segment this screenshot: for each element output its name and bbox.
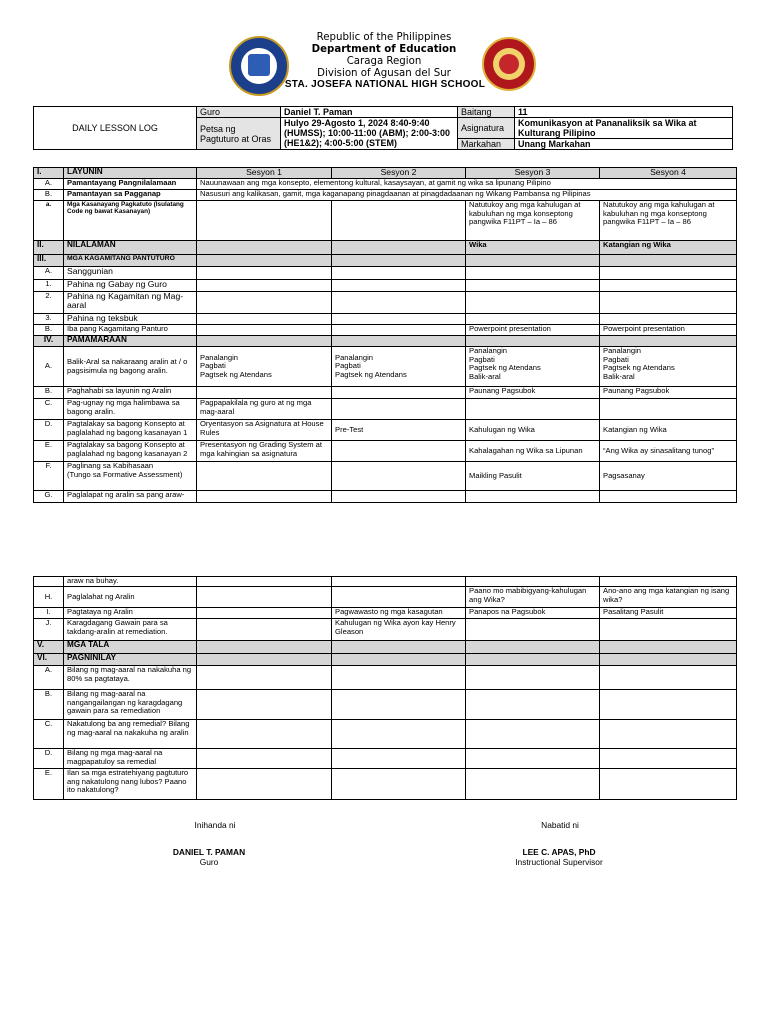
cell-sesyon-1: Panalangin Pagbati Pagtsek ng Atendans <box>197 347 332 387</box>
cell-sesyon-3: Panalangin Pagbati Pagtsek ng Atendans Balik-aral <box>466 347 600 387</box>
markahan-label: Markahan <box>458 139 515 150</box>
table-row <box>34 241 737 255</box>
row-number: C. <box>34 720 64 749</box>
table-row <box>34 619 737 641</box>
pamamaraan-heading: PAMAMARAAN <box>64 336 197 347</box>
row-label: araw na buhay. <box>64 577 197 587</box>
row-number: G. <box>34 491 64 503</box>
row-label: Paglalapat ng aralin sa pang araw- <box>64 491 197 503</box>
table-row <box>34 491 737 503</box>
asignatura-label: Asignatura <box>458 118 515 139</box>
row-label: Balik-Aral sa nakaraang aralin at / o pagsisimula ng bagong aralin. <box>64 347 197 387</box>
cell-sesyon-4: Natutukoy ang mga kahulugan at kabuluhan ng mga konseptong pangwika F11PT – Ia – 86 <box>600 201 737 241</box>
table-row <box>34 336 737 347</box>
kagamitan-heading: MGA KAGAMITANG PANTUTURO <box>64 255 197 267</box>
cell-sesyon-4: Paunang Pagsubok <box>600 387 737 399</box>
table-row <box>34 654 737 666</box>
table-row <box>34 201 737 241</box>
header-region: Caraga Region <box>346 56 422 67</box>
cell-sesyon-3: Paunang Pagsubok <box>466 387 600 399</box>
header-division: Division of Agusan del Sur <box>317 68 451 79</box>
sesyon-3-header: Sesyon 3 <box>466 168 600 179</box>
daily-lesson-log-title: DAILY LESSON LOG <box>34 107 197 150</box>
row-number: I. <box>34 168 64 179</box>
table-row <box>34 314 737 325</box>
row-label: Ilan sa mga estratehiyang pagtuturo ang nakatulong nang lubos? Paano ito nakatulong? <box>64 769 197 800</box>
row-number: B. <box>34 690 64 720</box>
row-number: a. <box>34 201 64 241</box>
row-number: VI. <box>34 654 64 666</box>
noted-by-role: Instructional Supervisor <box>515 857 603 867</box>
row-label: Pagtalakay sa bagong Konsepto at paglalahad ng bagong kasanayan 2 <box>64 441 197 462</box>
row-number: III. <box>34 255 64 267</box>
cell-sesyon-4: Pasalitang Pasulit <box>600 608 737 619</box>
petsa-label: Petsa ng Pagtuturo at Oras <box>197 118 281 150</box>
cell-sesyon-1: Oryentasyon sa Asignatura at House Rules <box>197 420 332 441</box>
table-row <box>34 641 737 654</box>
row-number: B. <box>34 190 64 201</box>
baitang-label: Baitang <box>458 107 515 118</box>
cell-sesyon-4: Pagsasanay <box>600 462 737 491</box>
row-number: E. <box>34 769 64 800</box>
cell-sesyon-4: Panalangin Pagbati Pagtsek ng Atendans Balik-aral <box>600 347 737 387</box>
table-row <box>34 267 737 280</box>
lesson-table-part2 <box>33 576 737 800</box>
row-label: Pahina ng teksbuk <box>64 314 197 325</box>
row-label: Mga Kasanayang Pagkatuto (Isulatang Code ng bawat Kasanayan) <box>64 201 197 241</box>
row-number: I. <box>34 608 64 619</box>
row-label: Nakatulong ba ang remedial? Bilang ng mag-aaral na nakakuha ng aralin <box>64 720 197 749</box>
row-label: Paghahabi sa layunin ng Aralin <box>64 387 197 399</box>
table-row <box>34 347 737 387</box>
row-number: A. <box>34 179 64 190</box>
row-label: Paglalahat ng Aralin <box>64 587 197 608</box>
table-row <box>34 399 737 420</box>
row-number: B. <box>34 387 64 399</box>
table-row <box>34 749 737 769</box>
row-number: D. <box>34 420 64 441</box>
row-number: V. <box>34 641 64 654</box>
header-republic: Republic of the Philippines <box>316 32 452 43</box>
row-label: Karagdagang Gawain para sa takdang-aralin at remediation. <box>64 619 197 641</box>
row-number: C. <box>34 399 64 420</box>
row-number: A. <box>34 267 64 280</box>
row-label: Pahina ng Gabay ng Guro <box>64 280 197 292</box>
row-label: Pahina ng Kagamitan ng Mag-aaral <box>64 292 197 314</box>
row-label: Pamantayan sa Pagganap <box>64 190 197 201</box>
markahan-value: Unang Markahan <box>515 139 733 150</box>
row-label: Pamantayang Pangnilalamaan <box>64 179 197 190</box>
pamantayang-pangnilalaman-text: Nauunawaan ang mga konsepto, elementong kultural, kasaysayan, at gamit ng wika sa lipunang Pilipino <box>197 179 737 190</box>
row-number: IV. <box>34 336 64 347</box>
cell-sesyon-3: Powerpoint presentation <box>466 325 600 336</box>
layunin-heading: LAYUNIN <box>64 168 197 179</box>
row-number: J. <box>34 619 64 641</box>
cell-sesyon-3: Natutukoy ang mga kahulugan at kabuluhan ng mga konseptong pangwika F11PT – Ia – 86 <box>466 201 600 241</box>
table-row <box>34 325 737 336</box>
cell-sesyon-2: Pagwawasto ng mga kasagutan <box>332 608 466 619</box>
table-row <box>34 280 737 292</box>
lesson-table-part1 <box>33 167 737 503</box>
cell-sesyon-3: Paano mo mabibigyang-kahulugan ang Wika? <box>466 587 600 608</box>
cell-sesyon-3: Kahulugan ng Wika <box>466 420 600 441</box>
sesyon-1-header: Sesyon 1 <box>197 168 332 179</box>
cell-sesyon-4: Katangian ng Wika <box>600 420 737 441</box>
cell-sesyon-4: “Ang Wika ay sinasalitang tunog” <box>600 441 737 462</box>
pagninilay-heading: PAGNINILAY <box>64 654 197 666</box>
info-table <box>33 106 733 150</box>
cell-sesyon-3: Panapos na Pagsubok <box>466 608 600 619</box>
petsa-value: Hulyo 29-Agosto 1, 2024 8:40-9:40 (HUMSS); 10:00-11:00 (ABM); 2:00-3:00 (HE1&2); 4:00-5:00 (STEM) <box>281 118 458 150</box>
pamantayan-sa-pagganap-text: Nasusuri ang kalikasan, gamit, mga kaganapang pinagdaanan at pinagdadaanan ng Wikang Pambansa ng Pilipinas <box>197 190 737 201</box>
cell-sesyon-1: Pagpapakilala ng guro at ng mga mag-aaral <box>197 399 332 420</box>
table-row <box>34 441 737 462</box>
cell-sesyon-4: Powerpoint presentation <box>600 325 737 336</box>
cell-sesyon-3: Wika <box>466 241 600 255</box>
table-row <box>34 190 737 201</box>
cell-sesyon-4: Katangian ng Wika <box>600 241 737 255</box>
row-label: Pag-ugnay ng mga halimbawa sa bagong aralin. <box>64 399 197 420</box>
asignatura-value: Komunikasyon at Pananaliksik sa Wika at Kulturang Pilipino <box>515 118 733 139</box>
table-row <box>34 255 737 267</box>
baitang-value: 11 <box>515 107 733 118</box>
row-number: II. <box>34 241 64 255</box>
cell-sesyon-2: Pre-Test <box>332 420 466 441</box>
table-row <box>34 666 737 690</box>
table-row <box>34 168 737 179</box>
table-row <box>34 769 737 800</box>
nilalaman-heading: NILALAMAN <box>64 241 197 255</box>
sesyon-2-header: Sesyon 2 <box>332 168 466 179</box>
row-label: Pagtataya ng Aralin <box>64 608 197 619</box>
cell-sesyon-3: Maikling Pasulit <box>466 462 600 491</box>
guro-value: Daniel T. Paman <box>281 107 458 118</box>
prepared-by-role: Guro <box>199 857 219 867</box>
row-number: D. <box>34 749 64 769</box>
cell-sesyon-4: Ano-ano ang mga katangian ng isang wika? <box>600 587 737 608</box>
row-number: 1. <box>34 280 64 292</box>
row-label: Paglinang sa Kabihasaan (Tungo sa Formative Assessment) <box>64 462 197 491</box>
header-department: Department of Education <box>311 44 457 55</box>
row-label: Bilang ng mag-aaral na nakakuha ng 80% sa pagtataya. <box>64 666 197 690</box>
row-number: H. <box>34 587 64 608</box>
table-row <box>34 292 737 314</box>
row-number: 2. <box>34 292 64 314</box>
row-label: Pagtalakay sa bagong Konsepto at paglalahad ng bagong kasanayan 1 <box>64 420 197 441</box>
table-row <box>34 577 737 587</box>
row-number: B. <box>34 325 64 336</box>
row-number: A. <box>34 666 64 690</box>
noted-by-name: LEE C. APAS, PhD <box>522 847 596 857</box>
prepared-by-label: Inihanda ni <box>194 820 236 830</box>
row-number: A. <box>34 347 64 387</box>
table-row <box>34 387 737 399</box>
row-label: Bilang ng mag-aaral na nangangailangan ng karagdagang gawain para sa remediation <box>64 690 197 720</box>
school-name: STA. JOSEFA NATIONAL HIGH SCHOOL <box>284 79 486 90</box>
sesyon-4-header: Sesyon 4 <box>600 168 737 179</box>
cell-sesyon-1: Presentasyon ng Grading System at mga kahingian sa asignatura <box>197 441 332 462</box>
prepared-by-name: DANIEL T. PAMAN <box>172 847 246 857</box>
table-row <box>34 587 737 608</box>
cell-sesyon-2: Panalangin Pagbati Pagtsek ng Atendans <box>332 347 466 387</box>
cell-sesyon-2: Kahulugan ng Wika ayon kay Henry Gleason <box>332 619 466 641</box>
guro-label: Guro <box>197 107 281 118</box>
noted-by-label: Nabatid ni <box>541 820 579 830</box>
table-row <box>34 179 737 190</box>
row-label: Bilang ng mga mag-aaral na magpapatuloy sa remedial <box>64 749 197 769</box>
table-row <box>34 720 737 749</box>
table-row <box>34 420 737 441</box>
row-number: 3. <box>34 314 64 325</box>
table-row <box>34 608 737 619</box>
mga-tala-heading: MGA TALA <box>64 641 197 654</box>
row-number: E. <box>34 441 64 462</box>
row-label: Sanggunian <box>64 267 197 280</box>
table-row <box>34 690 737 720</box>
row-number: F. <box>34 462 64 491</box>
table-row <box>34 462 737 491</box>
cell-sesyon-3: Kahalagahan ng Wika sa Lipunan <box>466 441 600 462</box>
row-label: Iba pang Kagamitang Panturo <box>64 325 197 336</box>
